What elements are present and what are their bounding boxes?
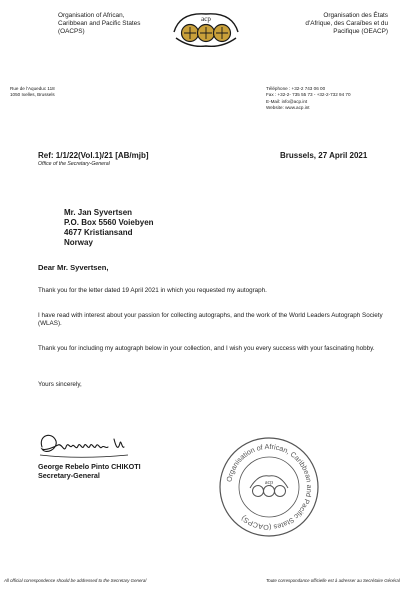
signer-name: George Rebelo Pinto CHIKOTI bbox=[38, 462, 141, 471]
stamp-ring-text: Organisation of African, Caribbean and Pacific States (OACPS) bbox=[224, 441, 315, 533]
letter-paragraph: I have read with interest about your passion for collecting autographs, and the work of the World Leaders Autograph Society (WLAS). bbox=[38, 312, 383, 328]
recipient-box: P.O. Box 5560 Voiebyen bbox=[64, 218, 154, 227]
postal-address bbox=[10, 86, 55, 99]
org-name-en-line: Caribbean and Pacific States bbox=[58, 20, 141, 27]
org-name-fr-line: Organisation des États bbox=[323, 12, 388, 19]
contact-website: Website: www.acp.int bbox=[266, 105, 310, 111]
footer-note-en: All official correspondence should be addressed to the Secretary General bbox=[4, 578, 147, 583]
letter-date: Brussels, 27 April 2021 bbox=[280, 151, 368, 160]
salutation: Dear Mr. Syvertsen, bbox=[38, 263, 109, 272]
contact-telephone: Téléphone : +32-2 743 06 00 bbox=[266, 86, 326, 91]
signer-title: Secretary-General bbox=[38, 471, 100, 480]
signer-block bbox=[38, 462, 141, 480]
contact-details bbox=[266, 86, 351, 112]
org-name-fr-line: Pacifique (OEACP) bbox=[333, 28, 388, 35]
letter-paragraph: Thank you for including my autograph below in your collection, and I wish you every success with your fascinating hobby. bbox=[38, 345, 375, 352]
recipient-name: Mr. Jan Syvertsen bbox=[64, 208, 133, 217]
reference-number: Ref: 1/1/22(Vol.1)/21 [AB/mjb] bbox=[38, 151, 149, 160]
handwritten-signature bbox=[36, 425, 136, 463]
contact-fax: Fax : +32-2- 735 55 73 - +32-2-732 94 70 bbox=[266, 92, 351, 98]
recipient-address bbox=[64, 208, 154, 248]
header-org-name-en bbox=[58, 12, 178, 36]
recipient-country: Norway bbox=[64, 238, 93, 247]
contact-email: E-Mail: info@acp.int bbox=[266, 98, 308, 104]
official-stamp bbox=[218, 436, 320, 538]
header-org-name-fr bbox=[268, 12, 388, 36]
closing: Yours sincerely, bbox=[38, 381, 82, 388]
stamp-center-text: acp bbox=[264, 480, 274, 486]
logo-text: acp bbox=[201, 15, 211, 23]
recipient-city: 4677 Kristiansand bbox=[64, 228, 133, 237]
office-name: Office of the Secretary-General bbox=[38, 161, 110, 167]
acp-logo bbox=[170, 8, 242, 50]
address-city: 1050 Ixelles, Brussels bbox=[10, 92, 55, 98]
org-name-fr-line: d'Afrique, des Caraïbes et du bbox=[305, 20, 388, 27]
org-name-en-line: (OACPS) bbox=[58, 28, 85, 35]
letter-paragraph: Thank you for the letter dated 19 April 2021 in which you requested my autograph. bbox=[38, 287, 267, 294]
address-street: Rue de l'Aqueduc 118 bbox=[10, 86, 55, 91]
footer-note-fr: Toute correspondance officielle est à adresser au Secrétaire Général bbox=[266, 578, 400, 583]
org-name-en-line: Organisation of African, bbox=[58, 12, 125, 19]
